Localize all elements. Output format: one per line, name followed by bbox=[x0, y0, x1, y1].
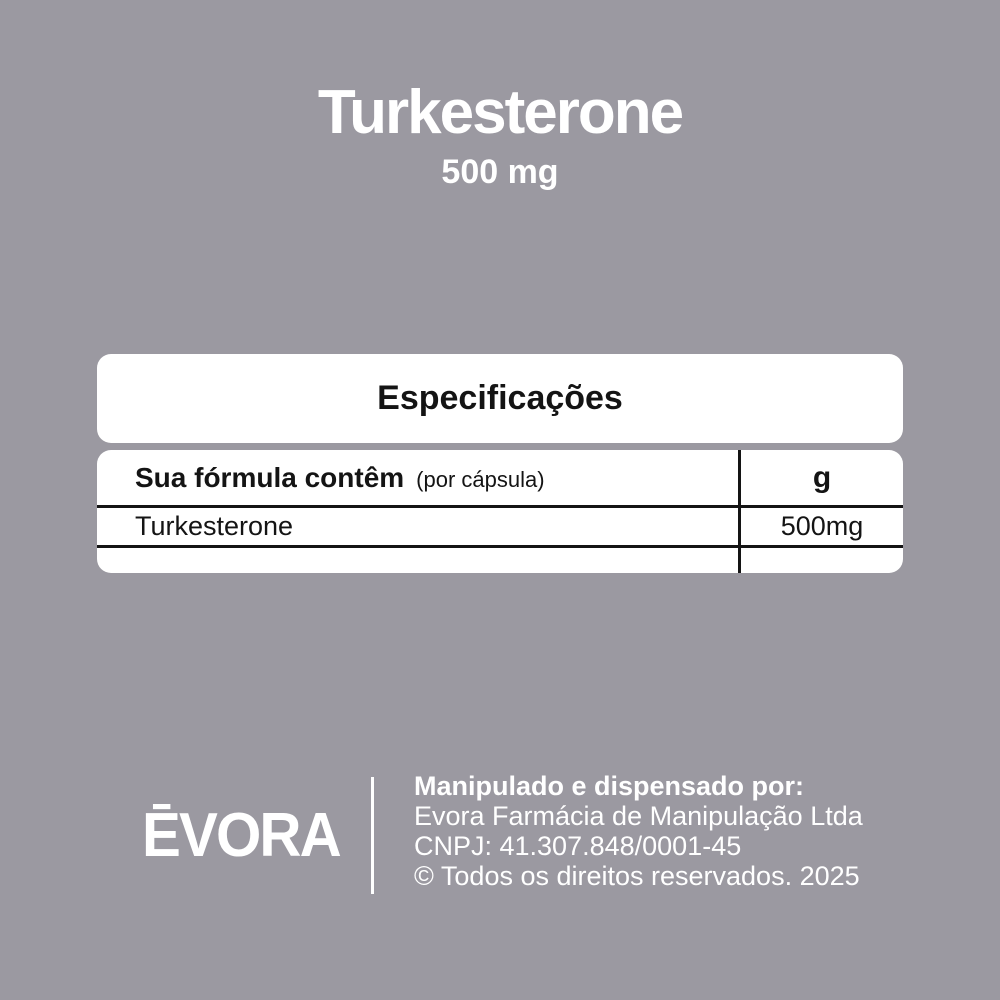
manufacturer-info bbox=[414, 771, 863, 891]
specifications-table bbox=[97, 450, 903, 573]
evora-logo: ĒVORA bbox=[142, 801, 340, 870]
empty-ingredient-cell bbox=[97, 548, 741, 573]
product-title: Turkesterone bbox=[317, 78, 683, 147]
specifications-title: Especificações bbox=[377, 379, 623, 417]
empty-amount-cell bbox=[741, 548, 903, 573]
formula-column-label: Sua fórmula contêm bbox=[135, 461, 405, 493]
company-cnpj: CNPJ: 41.307.848/0001-45 bbox=[414, 831, 742, 861]
product-dosage: 500 mg bbox=[441, 153, 559, 192]
ingredient-name: Turkesterone bbox=[135, 511, 294, 541]
specifications-header-panel bbox=[97, 354, 903, 443]
company-name: Evora Farmácia de Manipulação Ltda bbox=[414, 801, 863, 831]
formula-header-cell bbox=[97, 450, 741, 505]
table-header-row bbox=[97, 450, 903, 508]
ingredient-cell bbox=[97, 508, 741, 545]
product-header bbox=[0, 80, 1000, 192]
formula-header-line bbox=[135, 462, 545, 494]
footer-divider-line bbox=[371, 777, 374, 894]
copyright-notice: © Todos os direitos reservados. 2025 bbox=[414, 861, 860, 891]
prepared-by-label: Manipulado e dispensado por: bbox=[414, 771, 805, 801]
amount-cell bbox=[741, 508, 903, 545]
unit-header-cell bbox=[741, 450, 903, 505]
formula-per-capsule-note: (por cápsula) bbox=[416, 466, 545, 492]
table-row bbox=[97, 508, 903, 548]
table-row-empty bbox=[97, 548, 903, 573]
ingredient-amount: 500mg bbox=[780, 511, 864, 541]
unit-column-header: g bbox=[812, 460, 832, 494]
